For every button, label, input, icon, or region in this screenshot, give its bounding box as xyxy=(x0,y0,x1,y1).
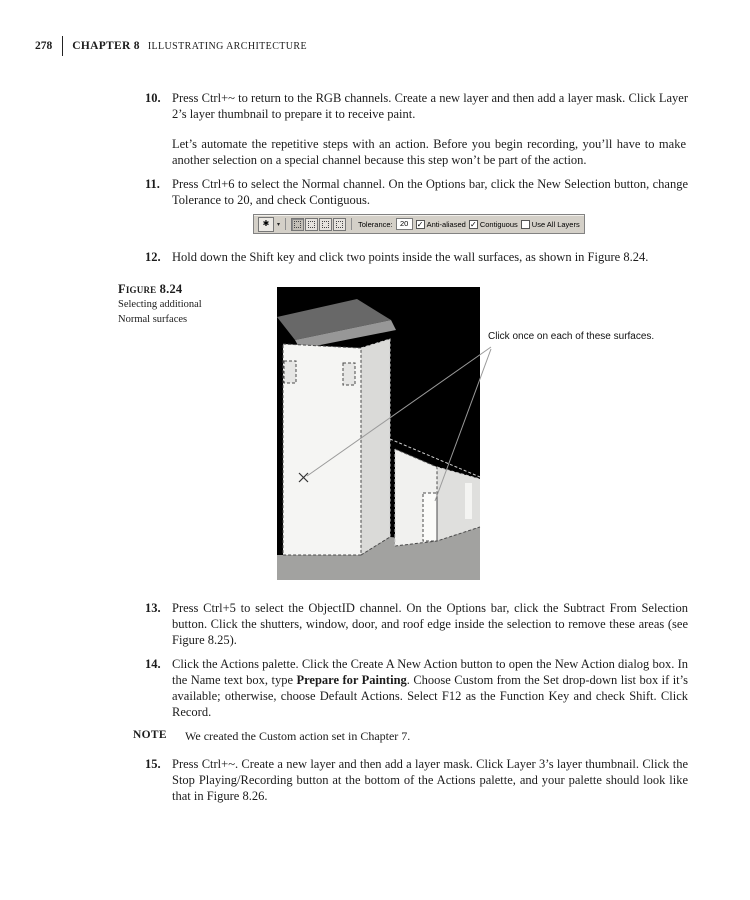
step-10 xyxy=(145,90,688,122)
step-15 xyxy=(145,756,688,804)
tolerance-input: 20 xyxy=(396,218,413,230)
page-header xyxy=(35,36,307,56)
step-12 xyxy=(145,249,688,265)
figure-caption-line: Selecting additional xyxy=(118,299,202,310)
header-divider xyxy=(62,36,63,56)
contiguous-checkbox: ✓ xyxy=(469,219,477,229)
use-all-layers-option xyxy=(521,220,580,229)
chapter-title: ILLUSTRATING ARCHITECTURE xyxy=(147,40,307,52)
step-10-number: 10. xyxy=(145,91,161,105)
figure-8-24-image xyxy=(277,287,697,580)
figure-caption xyxy=(118,282,268,327)
note-label: NOTE xyxy=(133,729,167,741)
step-12-number: 12. xyxy=(145,250,161,264)
step-15-number: 15. xyxy=(145,757,161,771)
toolbar-divider xyxy=(285,218,286,230)
subtract-from-selection-icon xyxy=(319,218,332,231)
options-bar-screenshot xyxy=(253,214,585,234)
use-all-layers-checkbox xyxy=(521,220,530,229)
add-to-selection-icon xyxy=(305,218,318,231)
step-11 xyxy=(145,176,688,208)
intersect-selection-icon xyxy=(333,218,346,231)
anti-aliased-option xyxy=(416,220,466,229)
step-14-text-before: Click the Actions palette. Click the Create A New Action button to open the New Action dialog box. In the Name text box, type xyxy=(172,657,688,687)
step-14 xyxy=(145,656,688,720)
use-all-layers-label: Use All Layers xyxy=(531,219,580,229)
step-14-number: 14. xyxy=(145,657,161,671)
step-14-text xyxy=(172,656,688,720)
new-selection-icon xyxy=(291,218,304,231)
step-12-text: Hold down the Shift key and click two points inside the wall surfaces, as shown in Figure 8.24. xyxy=(172,250,649,264)
selection-mode-group xyxy=(291,218,346,231)
anti-aliased-label: Anti-aliased xyxy=(426,219,466,229)
step-15-text: Press Ctrl+~. Create a new layer and then add a layer mask. Click Layer 3’s layer thumbnail. Click the Stop Playing/Recording button at the bottom of the Actions palette, and your palette should look like that in Figure 8.26. xyxy=(172,757,688,803)
anti-aliased-checkbox: ✓ xyxy=(416,219,424,229)
step-13 xyxy=(145,600,688,648)
step-10-text: Press Ctrl+~ to return to the RGB channels. Create a new layer and then add a layer mask. Click Layer 2’s layer thumbnail to prepare it to receive paint. xyxy=(172,91,688,121)
step-11-text: Press Ctrl+6 to select the Normal channel. On the Options bar, click the New Selection button, change Tolerance to 20, and check Contiguous. xyxy=(172,177,688,207)
figure-label: Figure 8.24 xyxy=(118,282,183,296)
note-text: We created the Custom action set in Chapter 7. xyxy=(185,729,411,743)
note-block xyxy=(133,729,605,744)
tool-preset-arrow-icon: ▾ xyxy=(277,221,281,228)
chapter-label: CHAPTER 8 xyxy=(72,40,140,52)
step-14-bold-text: Prepare for Painting xyxy=(296,673,407,687)
step-13-number: 13. xyxy=(145,601,161,615)
toolbar-divider xyxy=(351,218,352,230)
magic-wand-icon: ✱ xyxy=(258,217,274,232)
tower-walls xyxy=(283,339,390,555)
contiguous-label: Contiguous xyxy=(479,219,518,229)
figure-caption-line: Normal surfaces xyxy=(118,314,188,325)
tolerance-label: Tolerance: xyxy=(358,219,393,229)
step-10-paragraph: Let’s automate the repetitive steps with an action. Before you begin recording, you’ll have to make another selection on a special channel because this step won’t be part of the action. xyxy=(172,137,686,167)
figure-callout-text: Click once on each of these surfaces. xyxy=(488,331,655,342)
step-14-text-after: . Choose Custom from the Set drop-down list box if it’s available; otherwise, choose Default Actions. Select F12 as the Function Key and check Shift. Click Record. xyxy=(172,673,688,719)
page-number: 278 xyxy=(35,40,53,52)
step-13-text: Press Ctrl+5 to select the ObjectID channel. On the Options bar, click the Subtract From Selection button. Click the shutters, window, door, and roof edge inside the selection to remove these areas (see Figure 8.25). xyxy=(172,601,688,647)
step-11-number: 11. xyxy=(145,177,160,191)
side-window xyxy=(465,483,472,519)
contiguous-option xyxy=(469,220,518,229)
